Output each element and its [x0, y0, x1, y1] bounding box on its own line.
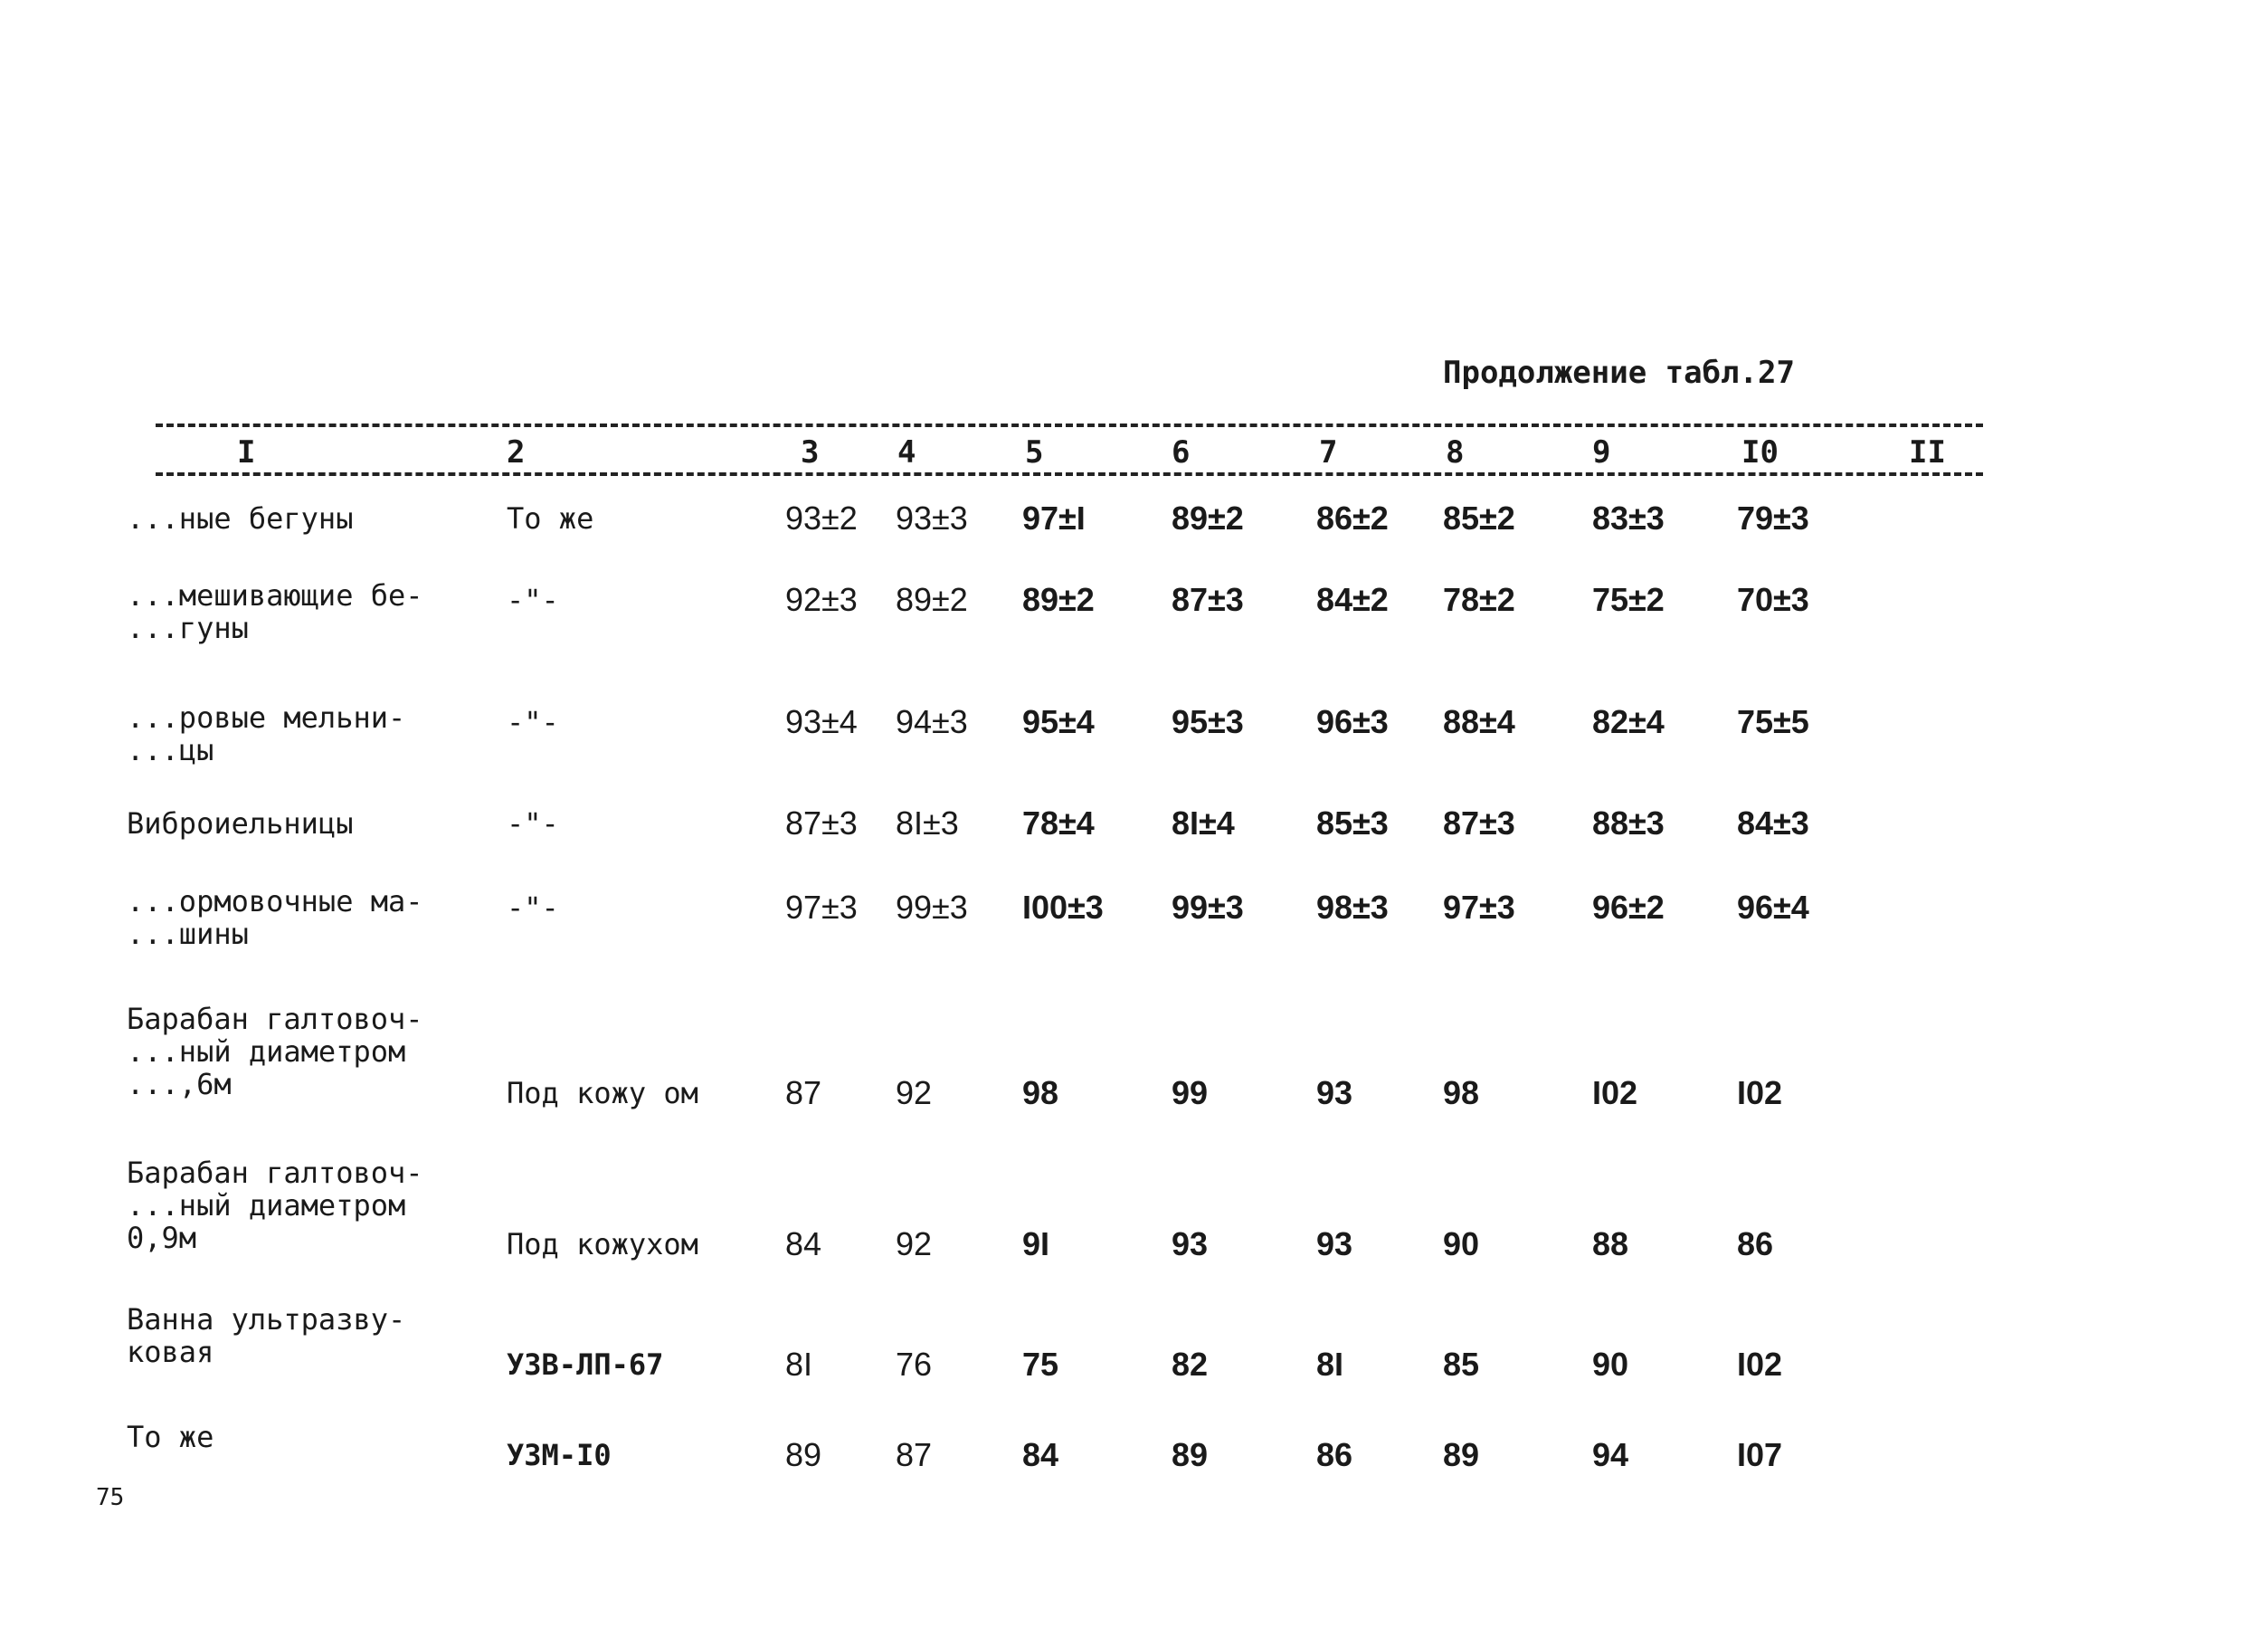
value-cell: 88±3	[1592, 804, 1665, 842]
row-name-cell: Виброиельницы	[127, 806, 354, 841]
value-cell: 88±4	[1443, 703, 1515, 740]
row-type-cell: -"-	[507, 705, 559, 739]
value-cell: I07	[1737, 1436, 1783, 1473]
column-header: 8	[1446, 434, 1465, 471]
value-cell: 99±3	[1172, 889, 1244, 926]
value-cell: 82	[1172, 1346, 1209, 1383]
column-header: I0	[1741, 434, 1779, 471]
value-cell: 83±3	[1592, 500, 1665, 537]
row-name-cell: ...мешивающие бе- ...гуны	[127, 578, 423, 645]
table-continuation-caption: Продолжение табл.27	[1443, 355, 1795, 391]
value-cell: 87±3	[1172, 581, 1244, 618]
value-cell: 94±3	[896, 703, 968, 740]
row-type-cell: То же	[507, 501, 594, 536]
row-type-cell: -"-	[507, 806, 559, 841]
value-cell: 96±2	[1592, 889, 1665, 926]
value-cell: 78±2	[1443, 581, 1515, 618]
value-cell: 96±3	[1316, 703, 1389, 740]
value-cell: 76	[896, 1346, 933, 1383]
value-cell: 99±3	[896, 889, 968, 926]
value-cell: 84	[785, 1225, 822, 1262]
value-cell: 82±4	[1592, 703, 1665, 740]
value-cell: I02	[1737, 1074, 1783, 1111]
value-cell: 98	[1443, 1074, 1480, 1111]
row-type-cell: УЗМ-I0	[507, 1438, 612, 1472]
column-header: 6	[1172, 434, 1191, 471]
value-cell: 87	[785, 1074, 822, 1111]
value-cell: 94	[1592, 1436, 1629, 1473]
value-cell: I02	[1737, 1346, 1783, 1383]
value-cell: 97±I	[1022, 500, 1086, 537]
value-cell: 84±2	[1316, 581, 1389, 618]
value-cell: 95±4	[1022, 703, 1095, 740]
row-name-cell: Барабан галтовоч- ...ный диаметром ...,6м	[127, 1002, 423, 1101]
value-cell: 87±3	[785, 804, 858, 842]
value-cell: 88	[1592, 1225, 1629, 1262]
value-cell: 8I±3	[896, 804, 959, 842]
value-cell: 8I±4	[1172, 804, 1235, 842]
column-header: I	[237, 434, 256, 471]
value-cell: 90	[1592, 1346, 1629, 1383]
value-cell: 97±3	[1443, 889, 1515, 926]
column-header: 9	[1592, 434, 1611, 471]
value-cell: 84±3	[1737, 804, 1809, 842]
value-cell: 96±4	[1737, 889, 1809, 926]
value-cell: 93	[1172, 1225, 1209, 1262]
value-cell: 97±3	[785, 889, 858, 926]
value-cell: 95±3	[1172, 703, 1244, 740]
row-type-cell: Под кожухом	[507, 1227, 698, 1261]
value-cell: 92±3	[785, 581, 858, 618]
header-top-rule	[156, 424, 1983, 427]
column-header: 3	[801, 434, 820, 471]
value-cell: 89±2	[1172, 500, 1244, 537]
value-cell: 93	[1316, 1074, 1353, 1111]
value-cell: 86	[1737, 1225, 1774, 1262]
row-name-cell: ...ормовочные ма- ...шины	[127, 884, 423, 951]
value-cell: 75	[1022, 1346, 1059, 1383]
value-cell: 87±3	[1443, 804, 1515, 842]
value-cell: 84	[1022, 1436, 1059, 1473]
value-cell: 85±2	[1443, 500, 1515, 537]
value-cell: 8I	[1316, 1346, 1344, 1383]
value-cell: 89	[1443, 1436, 1480, 1473]
header-bottom-rule	[156, 472, 1983, 476]
value-cell: 9I	[1022, 1225, 1050, 1262]
value-cell: 93±2	[785, 500, 858, 537]
value-cell: 98±3	[1316, 889, 1389, 926]
row-name-cell: ...ровые мельни- ...цы	[127, 700, 406, 767]
column-header: 2	[507, 434, 526, 471]
row-type-cell: -"-	[507, 890, 559, 925]
row-name-cell: ...ные бегуны	[127, 501, 354, 536]
row-name-cell: Ванна ультразву- ковая	[127, 1302, 406, 1369]
value-cell: I02	[1592, 1074, 1638, 1111]
value-cell: I00±3	[1022, 889, 1104, 926]
row-type-cell: Под кожу ом	[507, 1076, 698, 1110]
row-name-cell: Барабан галтовоч- ...ный диаметром 0,9м	[127, 1156, 423, 1255]
value-cell: 90	[1443, 1225, 1480, 1262]
value-cell: 99	[1172, 1074, 1209, 1111]
value-cell: 8I	[785, 1346, 813, 1383]
value-cell: 87	[896, 1436, 933, 1473]
value-cell: 93±4	[785, 703, 858, 740]
value-cell: 89±2	[1022, 581, 1095, 618]
value-cell: 70±3	[1737, 581, 1809, 618]
column-header: 5	[1025, 434, 1044, 471]
value-cell: 98	[1022, 1074, 1059, 1111]
page-number: 75	[96, 1484, 125, 1511]
value-cell: 92	[896, 1074, 933, 1111]
value-cell: 92	[896, 1225, 933, 1262]
value-cell: 89	[785, 1436, 822, 1473]
value-cell: 75±2	[1592, 581, 1665, 618]
value-cell: 89±2	[896, 581, 968, 618]
value-cell: 85±3	[1316, 804, 1389, 842]
column-header: 7	[1319, 434, 1338, 471]
value-cell: 85	[1443, 1346, 1480, 1383]
row-name-cell: То же	[127, 1420, 214, 1454]
column-header: 4	[897, 434, 916, 471]
column-header: II	[1909, 434, 1946, 471]
value-cell: 78±4	[1022, 804, 1095, 842]
value-cell: 86	[1316, 1436, 1353, 1473]
value-cell: 93	[1316, 1225, 1353, 1262]
row-type-cell: УЗВ-ЛП-67	[507, 1347, 664, 1382]
row-type-cell: -"-	[507, 583, 559, 617]
value-cell: 79±3	[1737, 500, 1809, 537]
value-cell: 86±2	[1316, 500, 1389, 537]
value-cell: 93±3	[896, 500, 968, 537]
value-cell: 89	[1172, 1436, 1209, 1473]
value-cell: 75±5	[1737, 703, 1809, 740]
